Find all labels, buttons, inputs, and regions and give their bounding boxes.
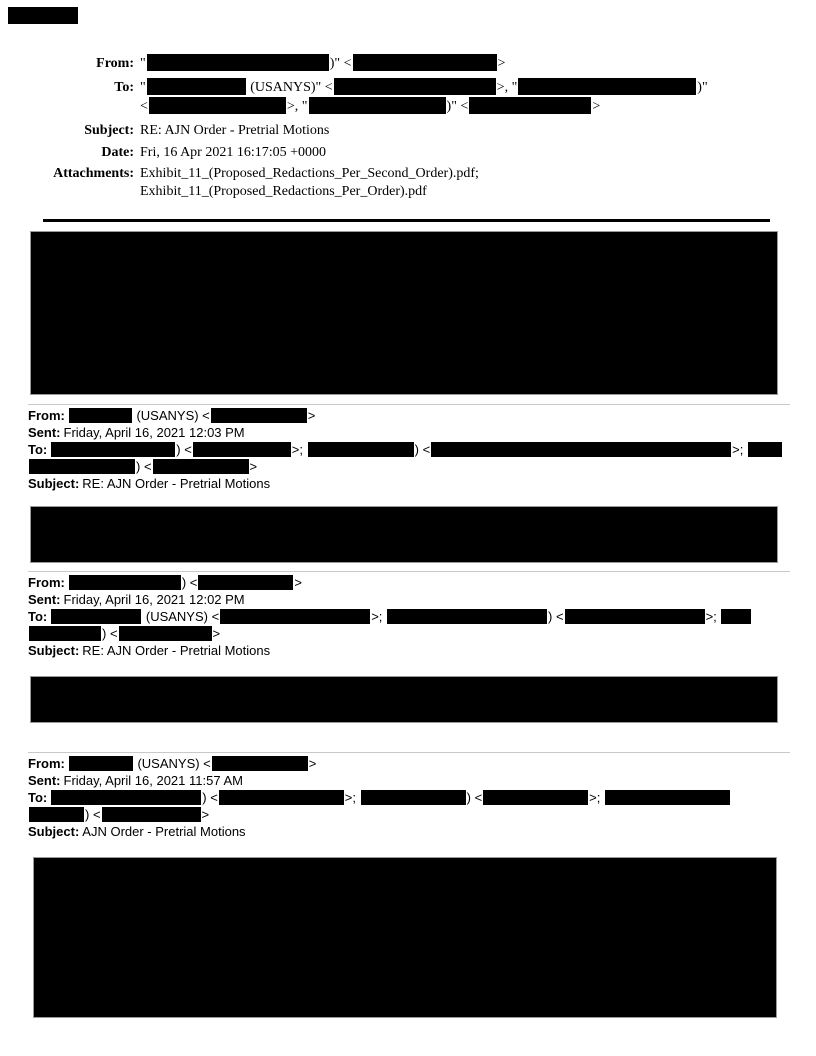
sent-label: Sent: [28, 425, 61, 440]
corner-redaction-stamp [8, 7, 78, 24]
text-segment: )" < [329, 56, 352, 71]
date-value: Fri, 16 Apr 2021 16:17:05 +0000 [140, 145, 327, 160]
text-segment: )" < [446, 99, 469, 114]
text-segment: > [201, 807, 210, 822]
email-header [6, 54, 796, 201]
text-segment: >; [705, 609, 721, 624]
text-segment: > [307, 408, 316, 423]
reply-header [28, 574, 798, 659]
header-date-row [6, 144, 796, 162]
to-value-line-1 [50, 790, 731, 805]
redaction-bar [51, 609, 141, 624]
text-segment: (USANYS) < [142, 609, 220, 624]
reply-header [28, 407, 798, 492]
from-value [68, 408, 316, 423]
from-label: From: [28, 575, 65, 590]
reply-from-line [28, 755, 798, 772]
text-segment: > [592, 99, 601, 114]
text-segment: ) < [414, 442, 431, 457]
header-to-row-continuation [6, 97, 796, 116]
from-value [134, 54, 505, 73]
text-segment: ) < [466, 790, 483, 805]
redacted-body-block [30, 506, 778, 563]
sent-label: Sent: [28, 773, 61, 788]
reply-separator [28, 404, 790, 405]
subject-label: Subject: [28, 824, 80, 839]
redaction-bar [51, 442, 175, 457]
text-segment: >, " [286, 99, 308, 114]
text-segment: ) < [176, 442, 192, 457]
redaction-bar [220, 609, 370, 624]
from-value [68, 575, 302, 590]
text-segment: ) < [102, 626, 118, 641]
text-segment: > [249, 459, 258, 474]
redaction-bar [147, 78, 246, 95]
redaction-bar [211, 408, 307, 423]
subject-value: RE: AJN Order - Pretrial Motions [82, 476, 271, 491]
header-attachments-row [6, 165, 796, 201]
subject-value: AJN Order - Pretrial Motions [82, 824, 246, 839]
attachment-filename: Exhibit_11_(Proposed_Redactions_Per_Second_Order).pdf; [140, 166, 479, 181]
text-segment: >, " [496, 80, 518, 95]
text-segment: > [308, 756, 317, 771]
text-segment: ) < [202, 790, 218, 805]
redaction-bar [212, 756, 308, 771]
to-label: To: [28, 442, 48, 457]
text-segment: < [140, 99, 148, 114]
sent-value: Friday, April 16, 2021 12:03 PM [63, 425, 245, 440]
sent-label: Sent: [28, 592, 61, 607]
redaction-bar [51, 790, 201, 805]
text-segment: > [294, 575, 302, 590]
to-value-line-1 [50, 442, 783, 457]
redaction-bar [153, 459, 249, 474]
redaction-bar [721, 609, 751, 624]
attachments-value [134, 165, 479, 201]
redaction-bar [334, 78, 496, 95]
header-divider-rule [43, 219, 770, 222]
redaction-bar [119, 626, 212, 641]
redacted-body-block [30, 231, 778, 395]
to-label: To: [28, 790, 48, 805]
from-label: From: [28, 756, 65, 771]
redaction-bar [387, 609, 547, 624]
redaction-bar [29, 807, 84, 822]
redaction-bar [29, 459, 135, 474]
text-segment: ) < [136, 459, 152, 474]
subject-value: RE: AJN Order - Pretrial Motions [82, 643, 271, 658]
redaction-bar [483, 790, 588, 805]
reply-to-line [28, 608, 798, 625]
redaction-bar [605, 790, 730, 805]
header-from-row [6, 54, 796, 73]
to-value-line-2 [28, 626, 220, 641]
text-segment: >; [732, 442, 747, 457]
redaction-bar [193, 442, 291, 457]
text-segment: ) < [181, 575, 198, 590]
reply-separator [28, 752, 790, 753]
subject-label: Subject: [84, 123, 134, 138]
date-label: Date: [101, 145, 134, 160]
reply-to-line [28, 789, 798, 806]
redaction-bar [102, 807, 201, 822]
reply-subject-line [28, 642, 798, 659]
header-subject-row [6, 122, 796, 140]
text-segment: >; [344, 790, 360, 805]
sent-value: Friday, April 16, 2021 12:02 PM [63, 592, 245, 607]
reply-sent-line [28, 591, 798, 608]
subject-value: RE: AJN Order - Pretrial Motions [140, 123, 330, 138]
redaction-bar [565, 609, 705, 624]
reply-separator [28, 571, 790, 572]
subject-label: Subject: [28, 476, 80, 491]
redaction-bar [69, 575, 181, 590]
reply-from-line [28, 574, 798, 591]
from-label: From: [28, 408, 65, 423]
text-segment: > [497, 56, 506, 71]
redaction-bar [219, 790, 344, 805]
attachment-filename: Exhibit_11_(Proposed_Redactions_Per_Order).pdf [140, 184, 427, 199]
text-segment: ) < [548, 609, 564, 624]
redaction-bar [469, 97, 591, 114]
redaction-bar [69, 756, 133, 771]
subject-label: Subject: [28, 643, 80, 658]
text-segment: > [212, 626, 221, 641]
text-segment: )" [697, 80, 708, 95]
text-segment: " [140, 80, 146, 95]
to-value-line-2 [28, 459, 257, 474]
sent-value: Friday, April 16, 2021 11:57 AM [63, 773, 243, 788]
to-value-line-1 [50, 609, 752, 624]
redaction-bar [309, 97, 446, 114]
reply-sent-line [28, 772, 798, 789]
redaction-bar [353, 54, 497, 71]
redaction-bar [147, 54, 329, 71]
redaction-bar [431, 442, 731, 457]
reply-subject-line [28, 475, 798, 492]
redaction-bar [198, 575, 293, 590]
redaction-bar [748, 442, 782, 457]
reply-to-line [28, 441, 798, 458]
to-label: To: [114, 80, 134, 95]
text-segment: >; [291, 442, 307, 457]
to-value-line-2 [134, 97, 600, 116]
text-segment: " [140, 56, 146, 71]
text-segment: (USANYS) < [133, 756, 211, 771]
redaction-bar [29, 626, 101, 641]
attachments-label: Attachments: [53, 166, 134, 181]
reply-subject-line [28, 823, 798, 840]
reply-header [28, 755, 798, 840]
redaction-bar [308, 442, 414, 457]
redacted-body-block [33, 857, 777, 1018]
from-label: From: [96, 56, 134, 71]
reply-sent-line [28, 424, 798, 441]
text-segment: ) < [85, 807, 101, 822]
to-label: To: [28, 609, 48, 624]
redaction-bar [69, 408, 132, 423]
text-segment: >; [371, 609, 387, 624]
to-value-line-2 [28, 807, 209, 822]
redaction-bar [149, 97, 286, 114]
redacted-body-block [30, 676, 778, 723]
text-segment: >; [589, 790, 604, 805]
reply-from-line [28, 407, 798, 424]
reply-to-line-continuation [28, 625, 798, 642]
reply-to-line-continuation [28, 458, 798, 475]
header-to-row [6, 78, 796, 97]
text-segment: (USANYS) < [132, 408, 210, 423]
reply-to-line-continuation [28, 806, 798, 823]
to-value-line-1 [134, 78, 708, 97]
text-segment: (USANYS)" < [246, 80, 333, 95]
from-value [68, 756, 317, 771]
redaction-bar [361, 790, 466, 805]
redaction-bar [518, 78, 696, 95]
